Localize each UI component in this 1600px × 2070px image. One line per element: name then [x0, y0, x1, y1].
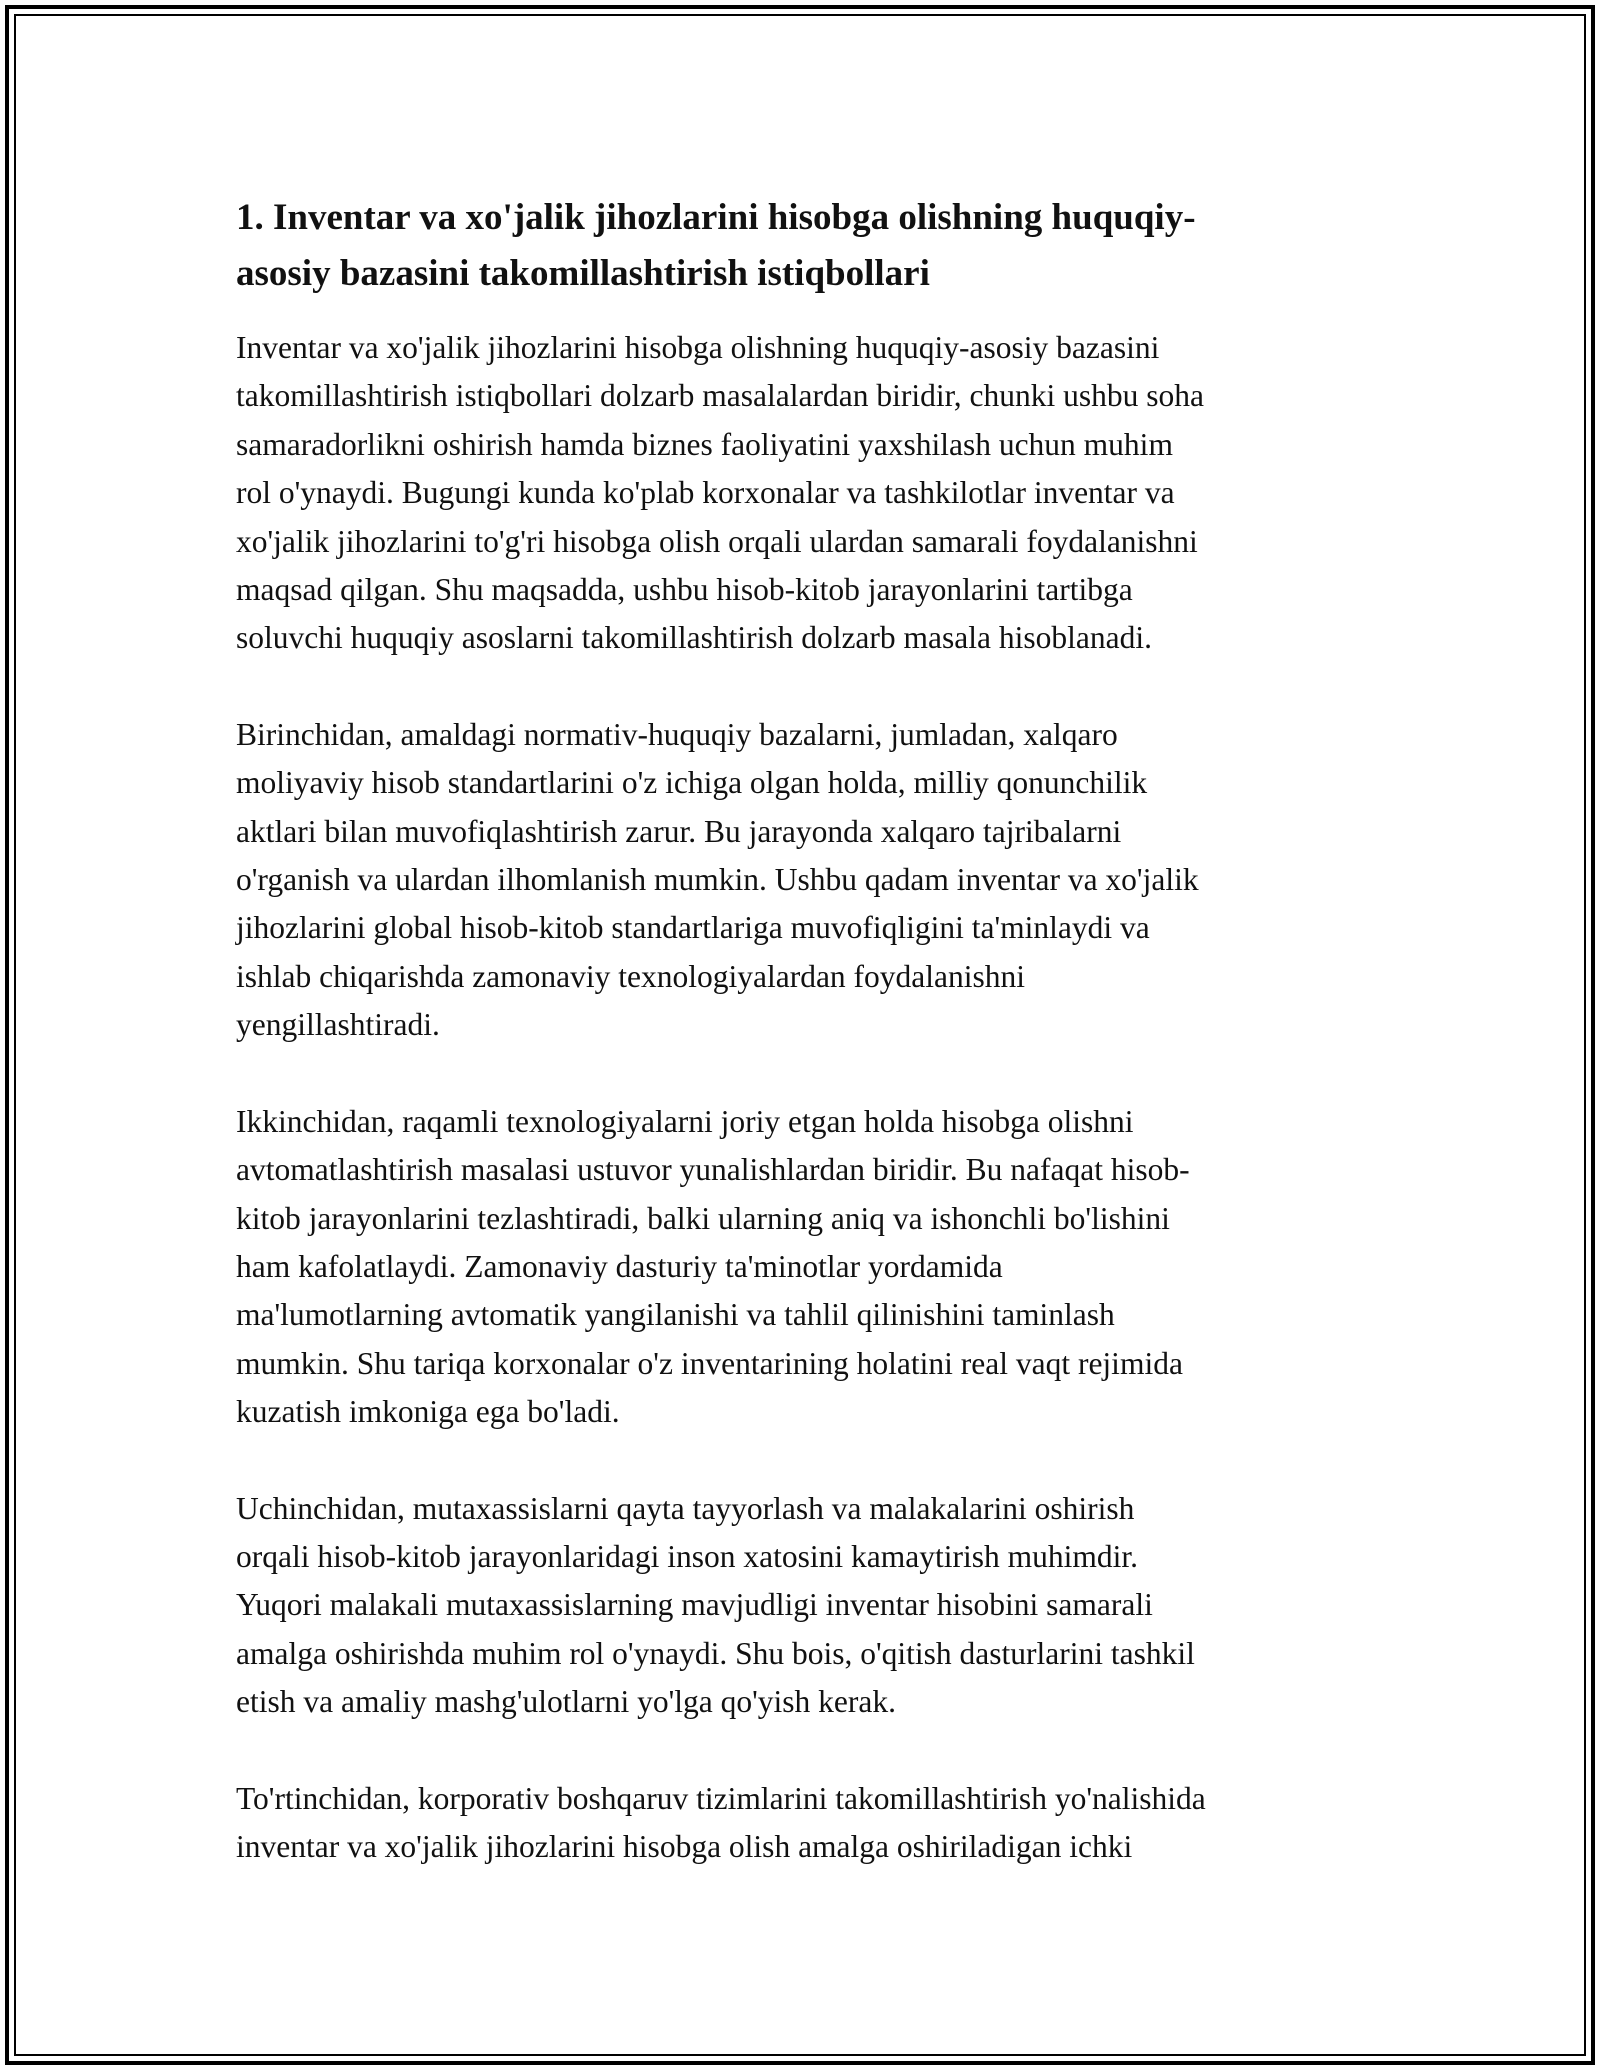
document-body	[236, 190, 1386, 1871]
paragraph-intro: Inventar va xo'jalik jihozlarini hisobga olishning huquqiy-asosiy bazasini takomillashtirish istiqbollari dolzarb masalalardan biridir, chunki ushbu soha samaradorlikni oshirish hamda biznes faoliyatini yaxshilash uchun muhim rol o'ynaydi. Bugungi kunda ko'plab korxonalar va tashkilotlar inventar va xo'jalik jihozlarini to'g'ri hisobga olish orqali ulardan samarali foydalanishni maqsad qilgan. Shu maqsadda, ushbu hisob-kitob jarayonlarini tartibga soluvchi huquqiy asoslarni takomillashtirish dolzarb masala hisoblanadi.	[236, 330, 1205, 656]
paragraph-first: Birinchidan, amaldagi normativ-huquqiy bazalarni, jumladan, xalqaro moliyaviy hisob standartlarini o'z ichiga olgan holda, milliy qonunchilik aktlari bilan muvofiqlashtirish zarur. Bu jarayonda xalqaro tajribalarni o'rganish va ulardan ilhomlanish mumkin. Ushbu qadam inventar va xo'jalik jihozlarini global hisob-kitob standartlariga muvofiqligini ta'minlaydi va ishlab chiqarishda zamonaviy texnologiyalardan foydalanishni yengillashtiradi.	[236, 716, 1199, 1043]
paragraph-third: Uchinchidan, mutaxassislarni qayta tayyorlash va malakalarini oshirish orqali hisob-kitob jarayonlaridagi inson xatosini kamaytirish muhimdir. Yuqori malakali mutaxassislarning mavjudligi inventar hisobini samarali amalga oshirishda muhim rol o'ynaydi. Shu bois, o'qitish dasturlarini tashkil etish va amaliy mashg'ulotlarni yo'lga qo'yish kerak.	[236, 1490, 1195, 1720]
paragraph-fourth: To'rtinchidan, korporativ boshqaruv tizimlarini takomillashtirish yo'nalishida inventar va xo'jalik jihozlarini hisobga olish amalga oshiriladigan ichki	[236, 1780, 1206, 1864]
paragraph-second: Ikkinchidan, raqamli texnologiyalarni joriy etgan holda hisobga olishni avtomatlashtirish masalasi ustuvor yunalishlardan biridir. Bu nafaqat hisob- kitob jarayonlarini tezlashtiradi, balki ularning aniq va ishonchli bo'lishini ham kafolatlaydi. Zamonaviy dasturiy ta'minotlar yordamida ma'lumotlarning avtomatik yangilanishi va tahlil qilinishini taminlash mumkin. Shu tariqa korxonalar o'z inventarining holatini real vaqt rejimida kuzatish imkoniga ega bo'ladi.	[236, 1103, 1190, 1430]
section-heading: 1. Inventar va xo'jalik jihozlarini hisobga olishning huquqiy- asosiy bazasini takomillashtirish istiqbollari	[236, 197, 1196, 294]
